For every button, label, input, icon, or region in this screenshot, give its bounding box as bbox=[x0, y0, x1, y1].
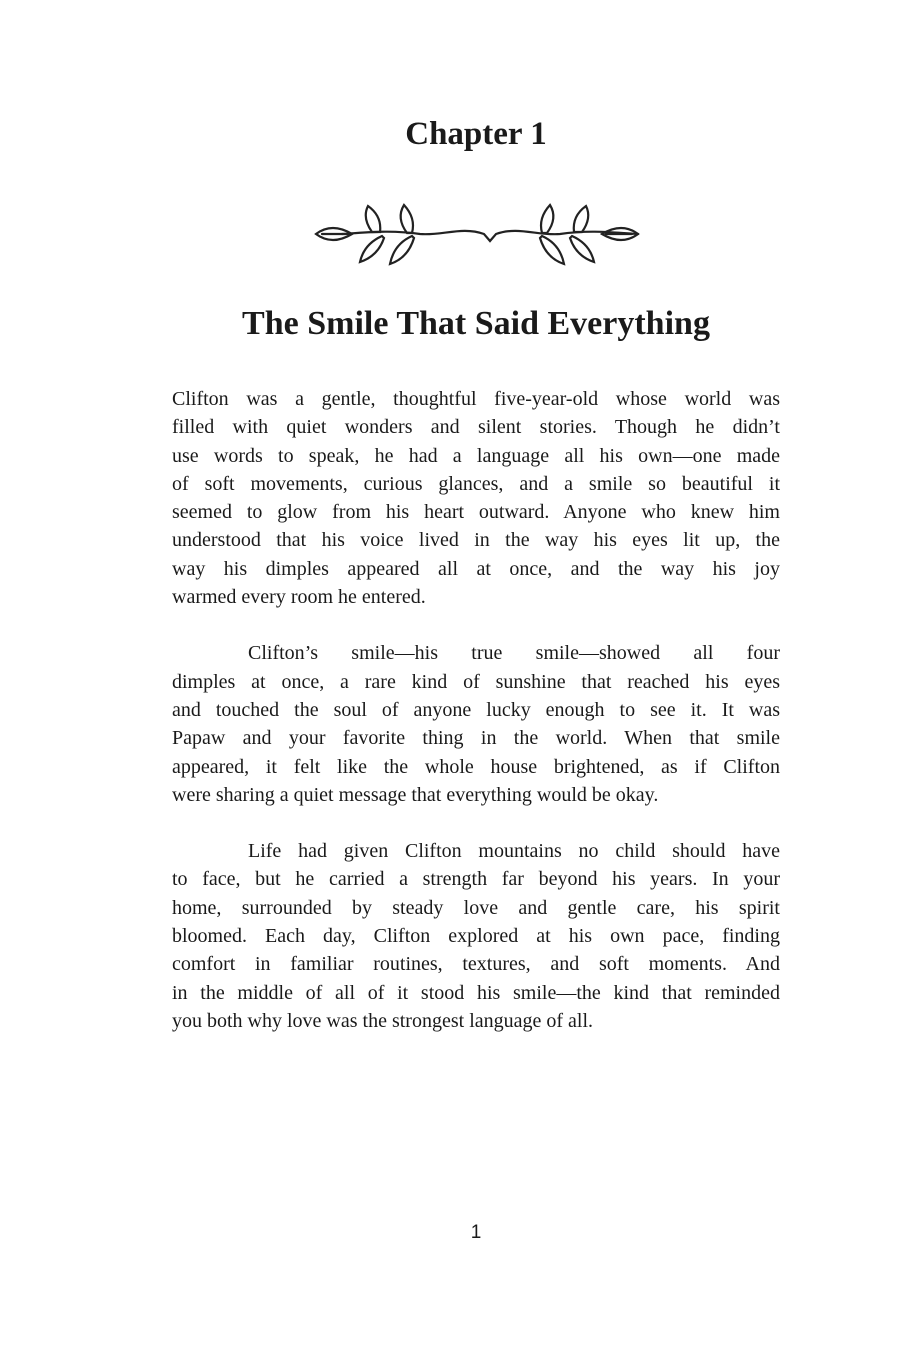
text-line: in the middle of all of it stood his smile—the kind that reminded bbox=[172, 981, 780, 1004]
text-line: dimples at once, a rare kind of sunshine that reached his eyes bbox=[172, 670, 780, 693]
page-number: 1 bbox=[470, 1222, 482, 1243]
body-paragraph bbox=[172, 837, 780, 1035]
text-line: of soft movements, curious glances, and a smile so beautiful it bbox=[172, 472, 780, 495]
text-line: Clifton was a gentle, thoughtful five-year-old whose world was bbox=[172, 388, 780, 410]
chapter-body bbox=[172, 385, 780, 1063]
text-line: appeared, it felt like the whole house brightened, as if Clifton bbox=[172, 755, 780, 778]
text-line: comfort in familiar routines, textures, and soft moments. And bbox=[172, 953, 780, 976]
text-line: bloomed. Each day, Clifton explored at his own pace, finding bbox=[172, 925, 780, 948]
text-line: filled with quiet wonders and silent stories. Though he didn’t bbox=[172, 416, 780, 439]
text-line: seemed to glow from his heart outward. Anyone who knew him bbox=[172, 501, 780, 524]
text-line: Papaw and your favorite thing in the world. When that smile bbox=[172, 727, 780, 750]
text-line: Life had given Clifton mountains no child should have bbox=[248, 840, 780, 863]
text-line: warmed every room he entered. bbox=[172, 586, 426, 609]
text-line: to face, but he carried a strength far beyond his years. In your bbox=[172, 868, 780, 891]
text-line: and touched the soul of anyone lucky enough to see it. It was bbox=[172, 698, 780, 721]
text-line: Clifton’s smile—his true smile—showed all four bbox=[248, 642, 780, 665]
body-paragraph bbox=[172, 385, 780, 611]
chapter-label: Chapter 1 bbox=[405, 116, 547, 152]
text-line: you both why love was the strongest language of all. bbox=[172, 1009, 594, 1032]
chapter-title: The Smile That Said Everything bbox=[242, 305, 710, 342]
text-line: understood that his voice lived in the way his eyes lit up, the bbox=[172, 529, 780, 552]
laurel-vine-divider-icon bbox=[312, 200, 642, 275]
text-line: use words to speak, he had a language all his own—one made bbox=[172, 444, 780, 467]
text-line: way his dimples appeared all at once, and the way his joy bbox=[172, 557, 780, 580]
text-line: home, surrounded by steady love and gentle care, his spirit bbox=[172, 896, 780, 919]
text-line: were sharing a quiet message that everything would be okay. bbox=[172, 783, 659, 806]
body-paragraph bbox=[172, 639, 780, 809]
